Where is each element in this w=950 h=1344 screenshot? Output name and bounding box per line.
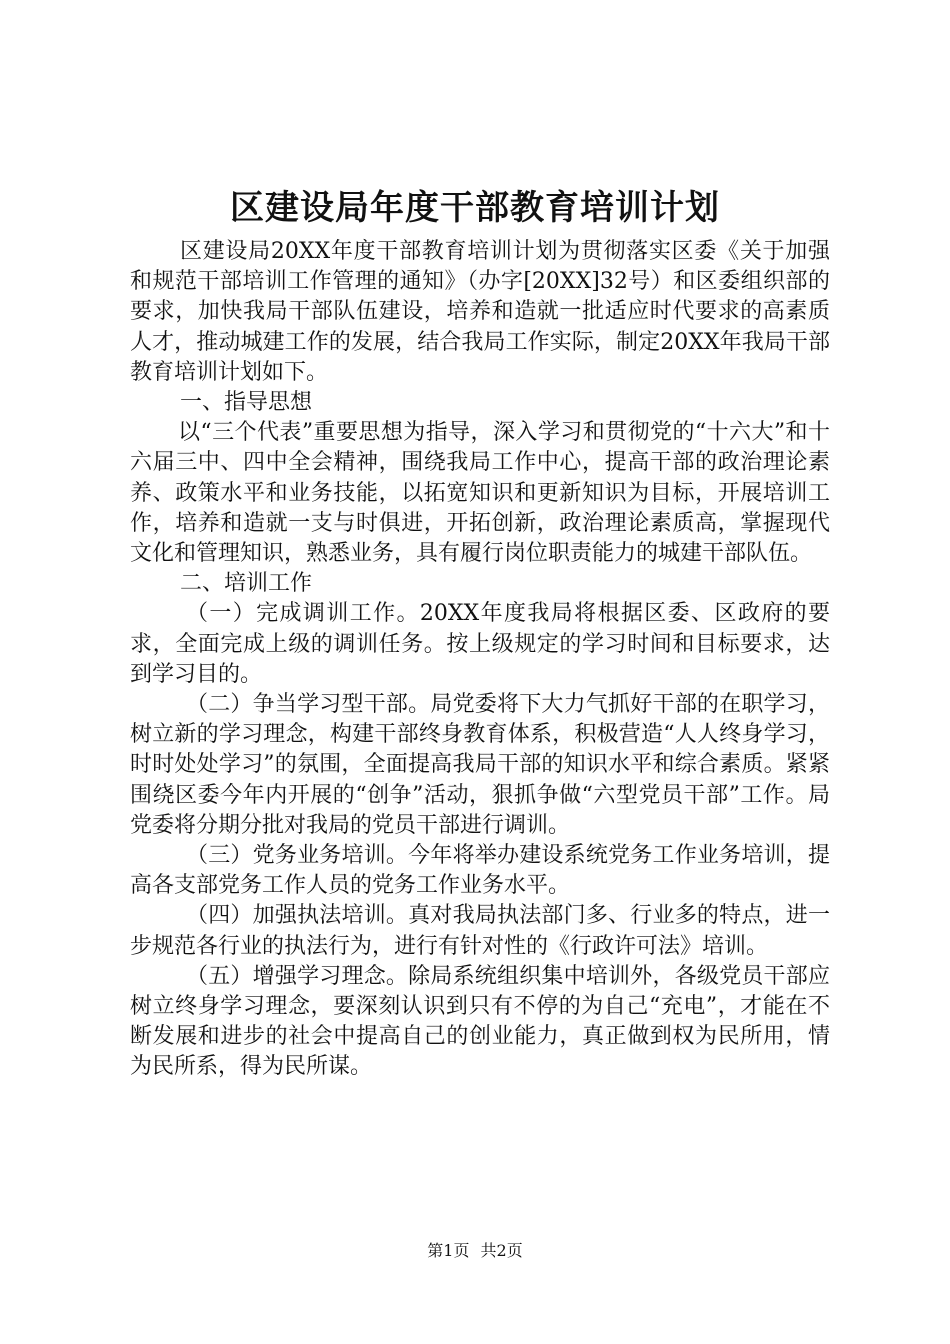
- training-item-5: （五）增强学习理念。除局系统组织集中培训外，各级党员干部应树立终身学习理念，要深刻认识到只有不停的为自己“充电”，才能在不断发展和进步的社会中提高自己的创业能力，真正做到权为民所用，情为民所系，得为民所谋。: [130, 963, 830, 1080]
- section-heading-training-work: 二、培训工作: [180, 571, 313, 597]
- training-item-2: （二）争当学习型干部。局党委将下大力气抓好干部的在职学习，树立新的学习理念，构建干部终身教育体系，积极营造“人人终身学习，时时处处学习”的氛围，全面提高我局干部的知识水平和综合素质。紧紧围绕区委今年内开展的“创争”活动，狠抓争做“六型党员干部”工作。局党委将分期分批对我局的党员干部进行调训。: [130, 692, 830, 838]
- training-item-1: （一）完成调训工作。20XX年度我局将根据区委、区政府的要求，全面完成上级的调训任务。按上级规定的学习时间和目标要求，达到学习目的。: [130, 601, 830, 687]
- page-total: 共2页: [480, 1241, 523, 1260]
- page-number: 第1页: [427, 1241, 470, 1260]
- document-title: 区建设局年度干部教育培训计划: [230, 188, 720, 228]
- document-body: [130, 237, 830, 1083]
- page-footer: [0, 1240, 950, 1262]
- training-item-3: （三）党务业务培训。今年将举办建设系统党务工作业务培训，提高各支部党务工作人员的党务工作业务水平。: [130, 843, 830, 899]
- guiding-ideology-paragraph: 以“三个代表”重要思想为指导，深入学习和贯彻党的“十六大”和十六届三中、四中全会精神，围绕我局工作中心，提高干部的政治理论素养、政策水平和业务技能，以拓宽知识和更新知识为目标，开展培训工作，培养和造就一支与时俱进，开拓创新，政治理论素质高，掌握现代文化和管理知识，熟悉业务，具有履行岗位职责能力的城建干部队伍。: [130, 420, 830, 567]
- section-heading-guiding-ideology: 一、指导思想: [180, 390, 313, 416]
- training-item-4: （四）加强执法培训。真对我局执法部门多、行业多的特点，进一步规范各行业的执法行为，进行有针对性的《行政许可法》培训。: [130, 903, 830, 959]
- intro-paragraph: 区建设局20XX年度干部教育培训计划为贯彻落实区委《关于加强和规范干部培训工作管理的通知》（办字[20XX]32号）和区委组织部的要求，加快我局干部队伍建设，培养和造就一批适应时代要求的高素质人才，推动城建工作的发展，结合我局工作实际，制定20XX年我局干部教育培训计划如下。: [130, 239, 830, 385]
